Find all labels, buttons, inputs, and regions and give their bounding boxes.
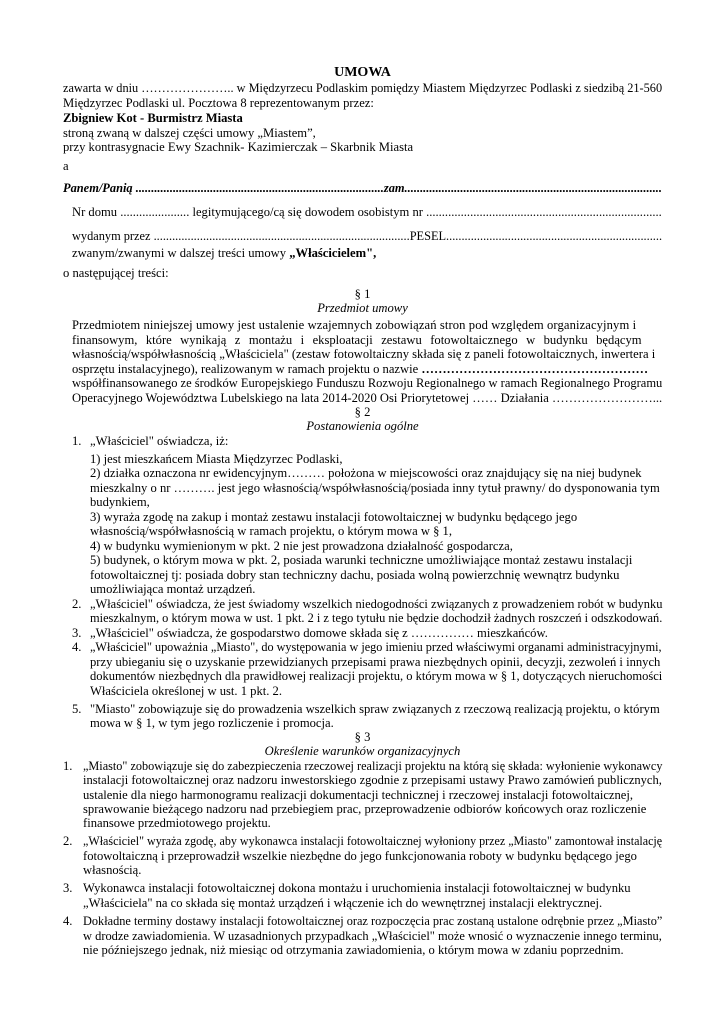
s2-item-4: przy ubieganiu się o uzyskanie przewidzianych przepisami prawa niezbędnych opinii, decyzji, zezwoleń i innych — [90, 655, 661, 669]
s3-item-3: „Właściciela" na co składa się montaż urządzeń i włączenie ich do wewnętrznej instalacji elektrycznej. — [83, 896, 603, 910]
list-number: 1. — [63, 759, 73, 773]
list-number: 1. — [72, 434, 82, 448]
s2-sub-item: mieszkalny o nr ………. jest jego własnością/współwłasnością/posiada inny tytuł prawny/ do dysponowania tym — [90, 481, 660, 495]
s3-item-1: finansowe przedmiotowego projektu. — [83, 816, 271, 830]
s2-item-1: „Właściciel" oświadcza, iż: — [90, 434, 229, 448]
s2-sub-item: fotowoltaicznej tj: posiada dobry stan techniczny dachu, posiada wolną powierzchnię wewnątrz budynku — [90, 568, 620, 582]
s2-sub-item: 1) jest mieszkańcem Miasta Międzyrzec Podlaski, — [90, 452, 343, 466]
s2-sub-item: umożliwiająca montaż urządzeń. — [90, 582, 256, 596]
countersign-line: przy kontrasygnacie Ewy Szachnik- Kazimierczak – Skarbnik Miasta — [63, 140, 414, 154]
s2-sub-item: 5) budynek, o którym mowa w pkt. 2, posiada warunki techniczne umożliwiające montaż zestawu instalacji — [90, 553, 633, 567]
section-1-line: współfinansowanego ze środków Europejskiego Funduszu Rozwoju Regionalnego w ramach Regionalnego Programu — [72, 376, 663, 390]
document-title: UMOWA — [334, 65, 391, 80]
following-content-line: o następującej treści: — [63, 266, 169, 280]
house-number-line: Nr domu ...................... legitymującego/cą się dowodem osobistym nr ........................................................................... — [72, 205, 662, 219]
list-number: 4. — [63, 914, 73, 928]
owner-definition-text: zwanym/zwanymi w dalszej treści umowy — [72, 246, 290, 260]
s3-item-2: fotowoltaiczną i przeprowadził wszelkie niezbędne do jego funkcjonowania roboty w budynku będącego jego — [83, 849, 637, 863]
s2-item-4: Właściciela określonej w ust. 1 pkt. 2. — [90, 684, 283, 698]
section-1-title: Przedmiot umowy — [317, 301, 408, 315]
issued-by-line: wydanym przez ...................................................................................PESEL...................................................................... — [72, 229, 663, 243]
project-name-text: osprzętu instalacyjnego), realizowanym w ramach projektu o nazwie — [72, 362, 422, 376]
s3-item-4: nie późniejszego jednak, niż miesiąc od otrzymania zawiadomienia, o którym mowa w zdaniu poprzednim. — [83, 943, 624, 957]
list-number: 3. — [63, 881, 73, 895]
list-number: 3. — [72, 626, 82, 640]
s3-item-1: instalacji fotowoltaicznej oraz nadzoru inwestorskiego zgodnie z przepisami ustawy Prawo zamówień publicznych, — [83, 773, 662, 787]
section-3-sign: § 3 — [354, 730, 371, 744]
s2-item-2: „Właściciel" oświadcza, że jest świadomy wszelkich niedogodności związanych z prowadzeniem robót w budynku — [90, 597, 663, 611]
s2-sub-item: 3) wyraża zgodę na zakup i montaż zestawu instalacji fotowoltaicznej w budynku będącego jego — [90, 510, 578, 524]
s2-sub-item: 4) w budynku wymienionym w pkt. 2 nie jest prowadzona działalność gospodarcza, — [90, 539, 513, 553]
s3-item-2: „Właściciel" wyraża zgodę, aby wykonawca instalacji fotowoltaicznej wyłoniony przez „Miasto" zamontował instalację — [83, 834, 663, 848]
city-party-line: stroną zwaną w dalszej części umowy „Miastem”, — [63, 126, 316, 140]
section-2-sign: § 2 — [354, 405, 371, 419]
s2-sub-item: 2) działka oznaczona nr ewidencyjnym……… położona w miejscowości oraz znajdujący się na niej budynek — [90, 466, 642, 480]
section-1-line: finansowym, które wynikają z montażu i eksploatacji zestawu fotowoltaicznego w budynku będącym — [72, 333, 642, 347]
s2-sub-item: budynkiem, — [90, 495, 150, 509]
s3-item-3: Wykonawca instalacji fotowoltaicznej dokona montażu i uruchomienia instalacji fotowoltaicznej w budynku — [83, 881, 631, 895]
s2-item-5: "Miasto" zobowiązuje się do prowadzenia wszelkich spraw związanych z rzeczową realizacją projektu, o którym — [90, 702, 660, 716]
mayor-name: Zbigniew Kot - Burmistrz Miasta — [63, 111, 243, 125]
section-1-line: Przedmiotem niniejszej umowy jest ustalenie wzajemnych zobowiązań stron pod względem organizacyjnym i — [72, 318, 637, 332]
s3-item-1: ustalenie dla niego harmonogramu realizacji dokumentacji technicznej i rzeczowej instalacji fotowoltaicznej, — [83, 788, 634, 802]
s3-item-4: w drodze zawiadomienia. W uzasadnionych przypadkach „Właściciel" może wnosić o wyznaczenie innego terminu, — [83, 929, 662, 943]
owner-term: „Właścicielem", — [289, 246, 377, 260]
section-1-sign: § 1 — [354, 287, 371, 301]
s2-item-5: mowa w § 1, w tym jego rozliczenie i promocja. — [90, 716, 334, 730]
s3-item-4: Dokładne terminy dostawy instalacji fotowoltaicznej oraz rozpoczęcia prac zostaną ustalone odrębnie przez „Miasto” — [83, 914, 663, 928]
party-name-line: Panem/Panią ................................................................................zam................................................................................... — [63, 181, 663, 195]
section-1-line — [72, 362, 648, 377]
section-2-title: Postanowienia ogólne — [306, 419, 419, 433]
s2-item-2: mieszkalnym, o którym mowa w ust. 1 pkt. 2 i z tego tytułu nie będzie dochodził żadnych roszczeń i odszkodowań. — [90, 611, 663, 625]
list-number: 5. — [72, 702, 82, 716]
project-name-placeholder: ……………………………………………… — [421, 362, 649, 376]
s2-item-4: „Właściciel" upoważnia „Miasto", do występowania w jego imieniu przed właściwymi organami administracyjnymi, — [90, 640, 662, 654]
s3-item-1: sprawowanie bieżącego nadzoru nad przebiegiem prac, przeprowadzenie odbiorów końcowych oraz rozliczenie — [83, 802, 647, 816]
contract-date-line: zawarta w dniu ………………….. w Międzyrzecu Podlaskim pomiędzy Miastem Międzyrzec Podlaski z siedzibą 21-560 — [63, 81, 663, 95]
conjunction-a: a — [63, 159, 69, 173]
s3-item-2: własnością. — [83, 863, 142, 877]
s3-item-1: „Miasto" zobowiązuje się do zabezpieczenia rzeczowej realizacji projektu na którą się składa: wyłonienie wykonawcy — [83, 759, 663, 773]
s2-item-4: dokumentów niezbędnych dla prawidłowej realizacji projektu, o którym mowa w § 1, dotyczących nieruchomości — [90, 669, 663, 683]
list-number: 4. — [72, 640, 82, 654]
s2-item-3: „Właściciel" oświadcza, że gospodarstwo domowe składa się z …………… mieszkańców. — [90, 626, 548, 640]
list-number: 2. — [72, 597, 82, 611]
list-number: 2. — [63, 834, 73, 848]
section-1-line: własnością/współwłasnością „Właściciela" (zestaw fotowoltaiczny składa się z paneli fotowoltaicznych, inwertera i — [72, 347, 656, 361]
section-1-line: Operacyjnego Województwa Lubelskiego na lata 2014-2020 Osi Priorytetowej …… Działania ……………………... — [72, 391, 663, 405]
owner-definition-line — [72, 246, 376, 261]
city-address-line: Międzyrzec Podlaski ul. Pocztowa 8 reprezentowanym przez: — [63, 96, 374, 110]
s2-sub-item: własnością/współwłasnością w ramach projektu, o którym mowa w § 1, — [90, 524, 452, 538]
section-3-title: Określenie warunków organizacyjnych — [264, 744, 461, 758]
